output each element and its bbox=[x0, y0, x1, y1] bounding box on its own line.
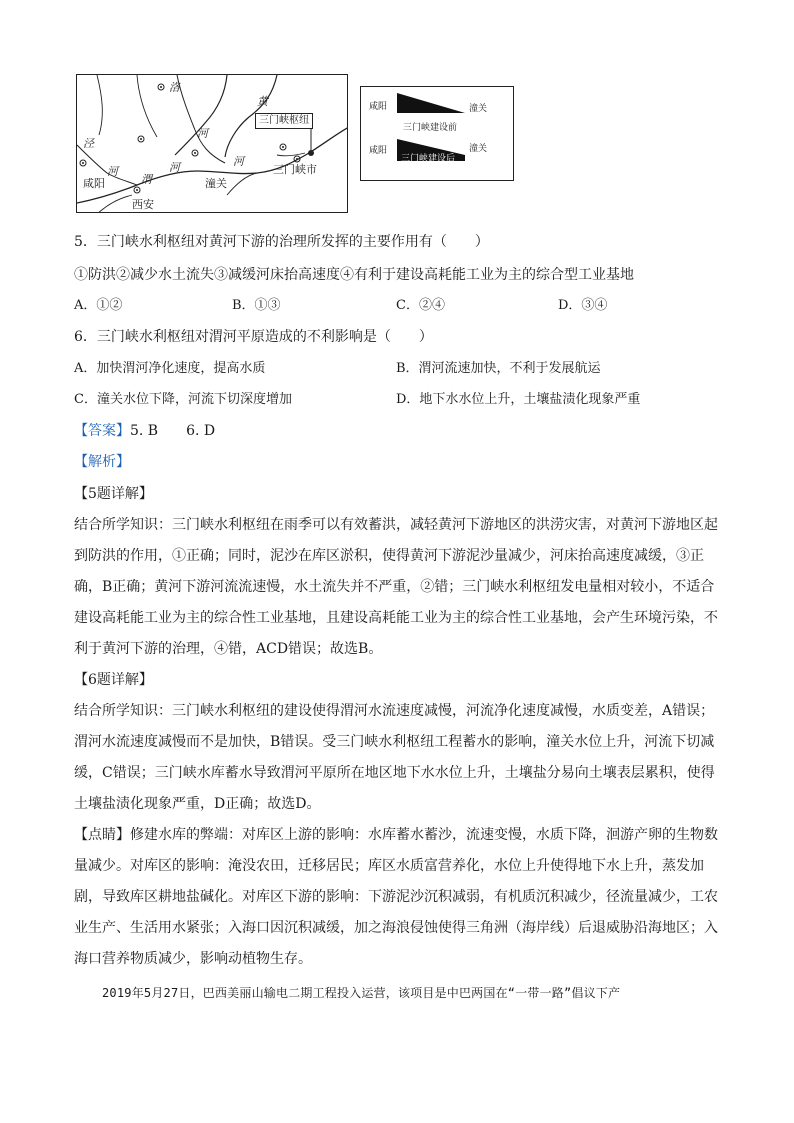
answer-tag: 【答案】 bbox=[74, 423, 130, 439]
river-label-he-3: 河 bbox=[233, 155, 244, 168]
map-drawing bbox=[77, 75, 348, 213]
q6-stem: 6．三门峡水利枢纽对渭河平原造成的不利影响是（ ） bbox=[74, 329, 433, 345]
city-label-tongguan: 潼关 bbox=[205, 177, 227, 190]
answer-line bbox=[74, 421, 215, 441]
river-label-luo: 洛 bbox=[169, 81, 180, 94]
q5-option-d[interactable]: D．③④ bbox=[558, 298, 608, 313]
detail5-line: 结合所学知识：三门峡水利枢纽在雨季可以有效蓄洪，减轻黄河下游地区的洪涝灾害，对黄河下游地区起 bbox=[74, 517, 718, 533]
next-question-text: 2019年5月27日，巴西美丽山输电二期工程投入运营，该项目是中巴两国在“一带一路”倡议下产 bbox=[102, 986, 621, 1000]
detail5-line: 建设高耗能工业为主的综合性工业基地，且建设高耗能工业为主的综合性工业基地，会产生环境污染，不 bbox=[74, 610, 718, 626]
profile-before-shape bbox=[397, 93, 465, 113]
profile-top-left-label: 咸阳 bbox=[369, 102, 388, 112]
river-label-he-1: 河 bbox=[197, 127, 208, 140]
tip-line: 修建水库的弊端：对库区上游的影响：水库蓄水蓄沙，流速变慢，水质下降，洄游产卵的生物数 bbox=[130, 827, 718, 843]
river-label-he-4: 河 bbox=[107, 165, 118, 178]
tip-line: 剧，导致库区耕地盐碱化。对库区下游的影响：下游泥沙沉积减弱，有机质沉积减少，径流量减少，工农 bbox=[74, 889, 718, 905]
detail6-line: 缓，C错误；三门峡水库蓄水导致渭河平原所在地区地下水水位上升，土壤盐分易向土壤表层累积，使得 bbox=[74, 765, 715, 781]
detail5-title: 【5题详解】 bbox=[74, 486, 153, 502]
detail6-line: 结合所学知识：三门峡水利枢纽的建设使得渭河水流速度减慢，河流净化速度减慢，水质变差，A错误； bbox=[74, 703, 715, 719]
tip-line: 量减少。对库区的影响：淹没农田，迁移居民；库区水质富营养化，水位上升使得地下水上升，蒸发加 bbox=[74, 858, 704, 874]
tip-line: 海口营养物质减少，影响动植物生存。 bbox=[74, 951, 312, 967]
q5-stem: 5．三门峡水利枢纽对黄河下游的治理所发挥的主要作用有（ ） bbox=[74, 234, 489, 250]
tip-tag: 【点睛】 bbox=[74, 827, 130, 843]
detail5-line: 确，B正确；黄河下游河流流速慢，水土流失并不严重，②错；三门峡水利枢纽发电量相对较小，不适合 bbox=[74, 579, 715, 595]
detail5-line: 到防洪的作用，①正确；同时，泥沙在库区淤积，使得黄河下游泥沙量减少，河床抬高速度减缓，③正 bbox=[74, 548, 704, 564]
q6-option-d[interactable]: D．地下水水位上升，土壤盐渍化现象严重 bbox=[396, 392, 641, 407]
tip-line: 业生产、生活用水紧张；入海口因沉积减缓，加之海浪侵蚀使得三角洲（海岸线）后退威胁沿海地区；入 bbox=[74, 920, 718, 936]
q6-option-b[interactable]: B．渭河流速加快，不利于发展航运 bbox=[396, 361, 601, 376]
profile-top-right-label: 潼关 bbox=[469, 104, 488, 114]
profile-top-caption: 三门峡建设前 bbox=[403, 123, 458, 133]
detail5-line: 利于黄河下游的治理，④错，ACD错误；故选B。 bbox=[74, 641, 383, 657]
q5-option-a[interactable]: A．①② bbox=[74, 298, 123, 313]
dam-callout: 三门峡枢纽 bbox=[255, 113, 313, 129]
q6-option-c[interactable]: C．潼关水位下降，河流下切深度增加 bbox=[74, 392, 292, 407]
q5-option-c[interactable]: C．②④ bbox=[396, 298, 445, 313]
sanmenxia-map bbox=[76, 74, 348, 213]
city-label-sanmenxia: 三门峡市 bbox=[273, 163, 317, 176]
analysis-tag: 【解析】 bbox=[74, 454, 130, 470]
tip-line-first bbox=[74, 825, 724, 845]
profile-bottom-right-label: 潼关 bbox=[469, 144, 488, 154]
q5-option-b[interactable]: B．①③ bbox=[232, 298, 281, 313]
profile-bottom-left-label: 咸阳 bbox=[369, 146, 388, 156]
riverbed-profile-figure bbox=[360, 86, 514, 181]
profile-bottom-caption: 三门峡建设后 bbox=[401, 154, 456, 164]
detail6-line: 土壤盐渍化现象严重，D正确；故选D。 bbox=[74, 796, 321, 812]
city-label-xianyang: 咸阳 bbox=[83, 177, 105, 190]
city-label-xian: 西安 bbox=[132, 198, 154, 211]
river-label-he-2: 河 bbox=[169, 161, 180, 174]
detail6-line: 渭河水流速度减慢而不是加快，B错误。受三门峡水利枢纽工程蓄水的影响，潼关水位上升，河流下切减 bbox=[74, 734, 715, 750]
river-label-jing: 泾 bbox=[83, 137, 94, 150]
river-label-huang: 黄 bbox=[257, 95, 268, 108]
detail6-title: 【6题详解】 bbox=[74, 672, 153, 688]
answer-text: 5. B 6. D bbox=[130, 423, 216, 439]
q6-option-a[interactable]: A．加快渭河净化速度，提高水质 bbox=[74, 361, 266, 376]
river-label-wei: 渭 bbox=[141, 173, 152, 186]
q5-items: ①防洪②减少水土流失③减缓河床抬高速度④有利于建设高耗能工业为主的综合型工业基地 bbox=[74, 267, 634, 283]
